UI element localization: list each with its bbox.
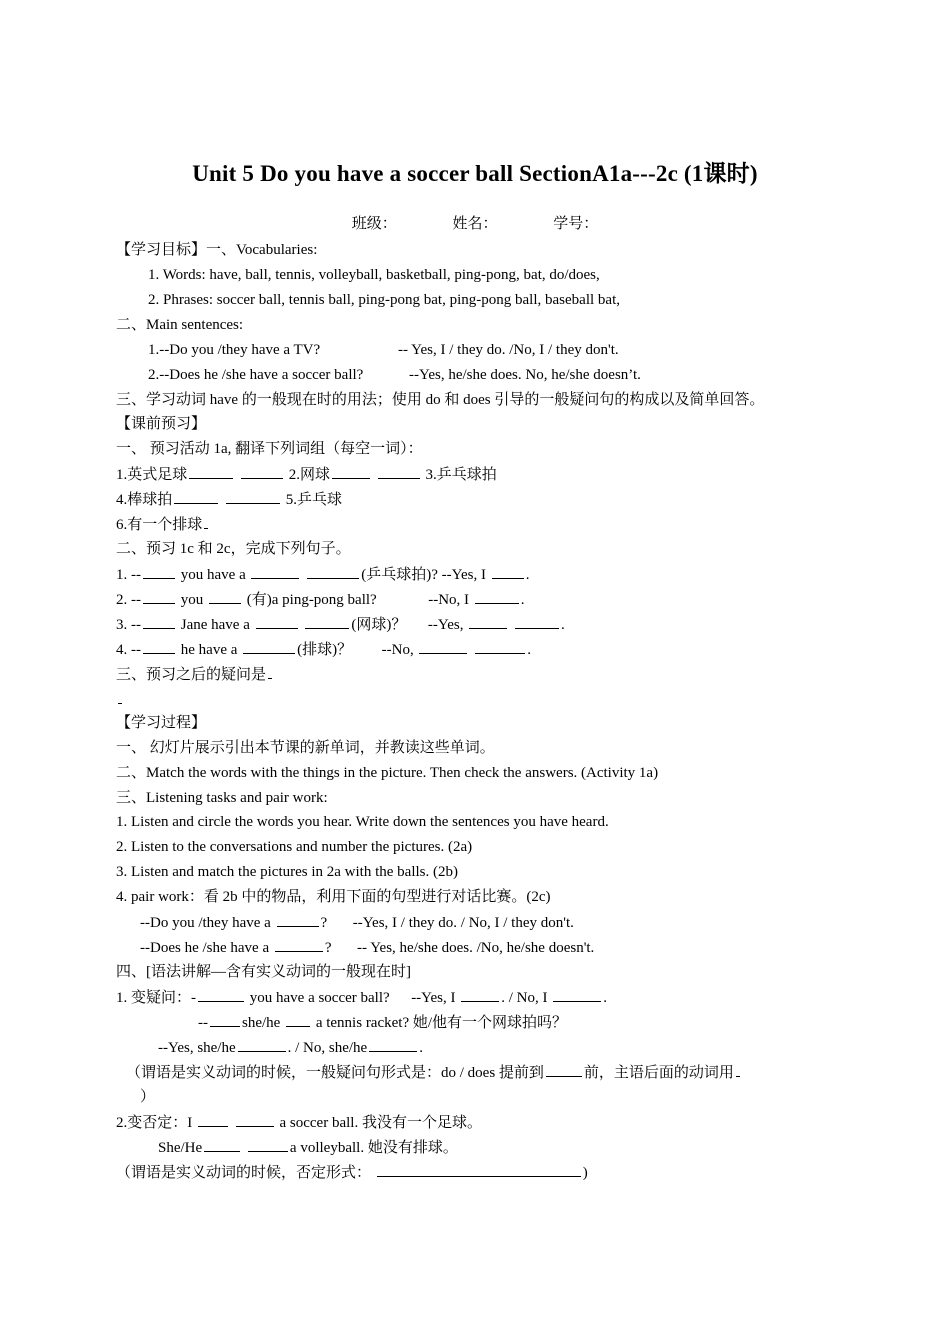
phrases-line: 2. Phrases: soccer ball, tennis ball, ping-pong bat, ping-pong ball, baseball bat, (148, 292, 620, 308)
negative-form-rule (116, 1162, 588, 1183)
answer-blank[interactable] (378, 464, 420, 479)
dialogue-text: ? (320, 915, 328, 931)
question-form-line-1 (116, 987, 607, 1008)
complete-sentence-4: 4. -- he have a (排球)？ --No, . (116, 639, 531, 660)
process-step-1: 一、 幻灯片展示引出本节课的新单词，并教读这些单词。 (116, 740, 495, 756)
sentence-text: (有)a ping-pong ball? (246, 592, 377, 608)
grammar-objective: 三、学习动词 have 的一般现在时的用法；使用 do 和 does 引导的一般疑问句的构成以及简单回答。 (116, 392, 765, 408)
answer-blank[interactable] (248, 1137, 288, 1152)
question-form-line-2 (198, 1012, 567, 1033)
answer-blank[interactable] (204, 514, 208, 529)
answer-blank[interactable] (305, 614, 349, 629)
process-heading: 【学习过程】 (116, 715, 207, 731)
item-pingpong: 5.乒乓球 (285, 492, 343, 508)
answer-blank[interactable] (198, 987, 244, 1002)
answer-blank[interactable] (736, 1062, 740, 1077)
answer-blank[interactable] (143, 639, 175, 654)
number-label: 学号： (553, 216, 599, 232)
sentence-text: (网球)？ (351, 617, 407, 633)
answer-blank[interactable] (198, 1112, 228, 1127)
sentence-text: --No, (381, 642, 414, 658)
question-form-rule (126, 1062, 742, 1083)
dialogue-text: ? (324, 940, 332, 956)
sentence-text: (排球)？ (297, 642, 353, 658)
answer-blank[interactable] (275, 937, 323, 952)
answer-blank[interactable] (377, 1162, 581, 1177)
objectives-heading: 【学习目标】一、Vocabularies: (116, 242, 318, 258)
negative-form-line-1 (116, 1112, 482, 1133)
answer-blank[interactable] (210, 1012, 240, 1027)
translate-row-3 (116, 514, 210, 535)
pair-work-dialogue-2 (140, 937, 594, 958)
sentence-text: (乒乓球拍)? --Yes, I (361, 567, 486, 583)
negative-form-line-2 (158, 1137, 458, 1158)
answer-blank[interactable] (469, 614, 507, 629)
questions-label: 三、预习之后的疑问是 (116, 667, 267, 683)
exercise-text: you have a soccer ball? (249, 990, 390, 1006)
sentence-1-answer: -- Yes, I / they do. /No, I / they don't. (398, 342, 619, 358)
answer-blank[interactable] (332, 464, 370, 479)
rule-text: （谓语是实义动词的时候，否定形式： (116, 1165, 372, 1181)
name-label: 姓名： (452, 216, 498, 232)
exercise-text: --Yes, she/he (158, 1040, 236, 1056)
class-label: 班级： (351, 216, 397, 232)
exercise-text: . (603, 990, 607, 1006)
answer-blank[interactable] (204, 1137, 240, 1152)
pair-work-task: 4. pair work：看 2b 中的物品，利用下面的句型进行对话比赛。(2c) (116, 889, 551, 905)
answer-blank[interactable] (256, 614, 298, 629)
question-form-rule-close: ） (140, 1089, 156, 1105)
main-sentences-heading: 二、Main sentences: (116, 317, 244, 333)
sentence-text: you (180, 592, 204, 608)
exercise-text: a soccer ball. 我没有一个足球。 (279, 1115, 482, 1131)
answer-blank[interactable] (286, 1012, 310, 1027)
translate-row-1 (116, 464, 497, 485)
answer-blank[interactable] (143, 614, 175, 629)
item-tennis: 2.网球 (288, 467, 331, 483)
item-pingpong-bat: 3.乒乓球拍 (425, 467, 497, 483)
pair-work-dialogue-1 (140, 912, 574, 933)
item-number: 2. -- (116, 592, 141, 608)
item-soccer: 1.英式足球 (116, 467, 188, 483)
item-volleyball: 6.有一个排球 (116, 517, 203, 533)
exercise-text: 2.变否定：I (116, 1115, 193, 1131)
answer-blank[interactable] (118, 689, 122, 704)
answer-blank[interactable] (268, 664, 272, 679)
sentence-text: Jane have a (180, 617, 250, 633)
answer-blank[interactable] (226, 489, 280, 504)
rule-text: ) (582, 1165, 588, 1181)
dialogue-text: --Do you /they have a (140, 915, 271, 931)
sentence-text: he have a (180, 642, 238, 658)
answer-blank[interactable] (174, 489, 218, 504)
answer-blank[interactable] (369, 1037, 417, 1052)
item-number: 4. -- (116, 642, 141, 658)
sentence-text: you have a (180, 567, 246, 583)
answer-blank[interactable] (546, 1062, 582, 1077)
question-form-line-3 (158, 1037, 423, 1058)
sentence-1-question: 1.--Do you /they have a TV? (148, 342, 321, 358)
dialogue-text: -- Yes, he/she does. /No, he/she doesn't. (357, 940, 595, 956)
preview-task-2: 二、预习 1c 和 2c，完成下列句子。 (116, 541, 351, 557)
dialogue-text: --Yes, I / they do. / No, I / they don't. (352, 915, 574, 931)
item-number: 1. -- (116, 567, 141, 583)
rule-text: （谓语是实义动词的时候，一般疑问句形式是：do / does 提前到 (126, 1065, 544, 1081)
complete-sentence-1: 1. -- you have a (乒乓球拍)? --Yes, I . (116, 564, 529, 585)
answer-blank[interactable] (209, 589, 241, 604)
process-step-2: 二、Match the words with the things in the picture. Then check the answers. (Activity 1a) (116, 765, 659, 781)
answer-blank[interactable] (515, 614, 559, 629)
grammar-heading: 四、[语法讲解—含有实义动词的一般现在时] (116, 964, 411, 980)
answer-blank[interactable] (419, 639, 467, 654)
rule-text: 前，主语后面的动词用 (583, 1065, 734, 1081)
answer-blank[interactable] (236, 1112, 274, 1127)
item-baseball-bat: 4.棒球拍 (116, 492, 173, 508)
answer-blank[interactable] (475, 589, 519, 604)
exercise-text: 1. 变疑问：- (116, 990, 196, 1006)
words-line: 1. Words: have, ball, tennis, volleyball, basketball, ping-pong, bat, do/does, (148, 267, 600, 283)
exercise-text: . (419, 1040, 423, 1056)
answer-blank[interactable] (143, 564, 175, 579)
item-number: 3. -- (116, 617, 141, 633)
exercise-text: . / No, she/he (287, 1040, 368, 1056)
answer-blank[interactable] (189, 464, 233, 479)
listening-task-2: 2. Listen to the conversations and number the pictures. (2a) (116, 839, 473, 855)
answer-blank[interactable] (553, 987, 601, 1002)
sentence-2-answer: --Yes, he/she does. No, he/she doesn’t. (409, 367, 641, 383)
answer-blank[interactable] (251, 564, 299, 579)
translate-row-2 (116, 489, 342, 510)
exercise-text: a volleyball. 她没有排球。 (289, 1140, 458, 1156)
dialogue-text: --Does he /she have a (140, 940, 270, 956)
complete-sentence-2: 2. -- you (有)a ping-pong ball? --No, I . (116, 589, 525, 610)
answer-blank[interactable] (277, 912, 319, 927)
answer-blank[interactable] (475, 639, 525, 654)
preview-questions (116, 664, 274, 685)
process-step-3: 三、Listening tasks and pair work: (116, 790, 328, 806)
exercise-text: a tennis racket? 她/他有一个网球拍吗？ (315, 1015, 568, 1031)
answer-blank[interactable] (143, 589, 175, 604)
exercise-text: . / No, I (501, 990, 548, 1006)
sentence-text: --Yes, (427, 617, 464, 633)
preview-task-1: 一、 预习活动 1a, 翻译下列词组（每空一词）： (116, 441, 423, 457)
page-title: Unit 5 Do you have a soccer ball SectionA1a---2c (1课时) (192, 161, 758, 186)
complete-sentence-3: 3. -- Jane have a (网球)？ --Yes, . (116, 614, 565, 635)
exercise-text: she/he (242, 1015, 281, 1031)
sentence-text: --No, I (428, 592, 470, 608)
answer-blank[interactable] (241, 464, 283, 479)
exercise-text: --Yes, I (411, 990, 456, 1006)
answer-blank[interactable] (492, 564, 524, 579)
answer-blank[interactable] (307, 564, 359, 579)
sentence-2-question: 2.--Does he /she have a soccer ball? (148, 367, 364, 383)
student-info (0, 214, 950, 234)
answer-blank[interactable] (238, 1037, 286, 1052)
preview-questions-continued (116, 689, 124, 710)
answer-blank[interactable] (243, 639, 295, 654)
listening-task-3: 3. Listen and match the pictures in 2a with the balls. (2b) (116, 864, 458, 880)
answer-blank[interactable] (461, 987, 499, 1002)
preview-heading: 【课前预习】 (116, 416, 207, 432)
listening-task-1: 1. Listen and circle the words you hear. Write down the sentences you have heard. (116, 814, 609, 830)
exercise-text: -- (198, 1015, 208, 1031)
exercise-text: She/He (158, 1140, 203, 1156)
